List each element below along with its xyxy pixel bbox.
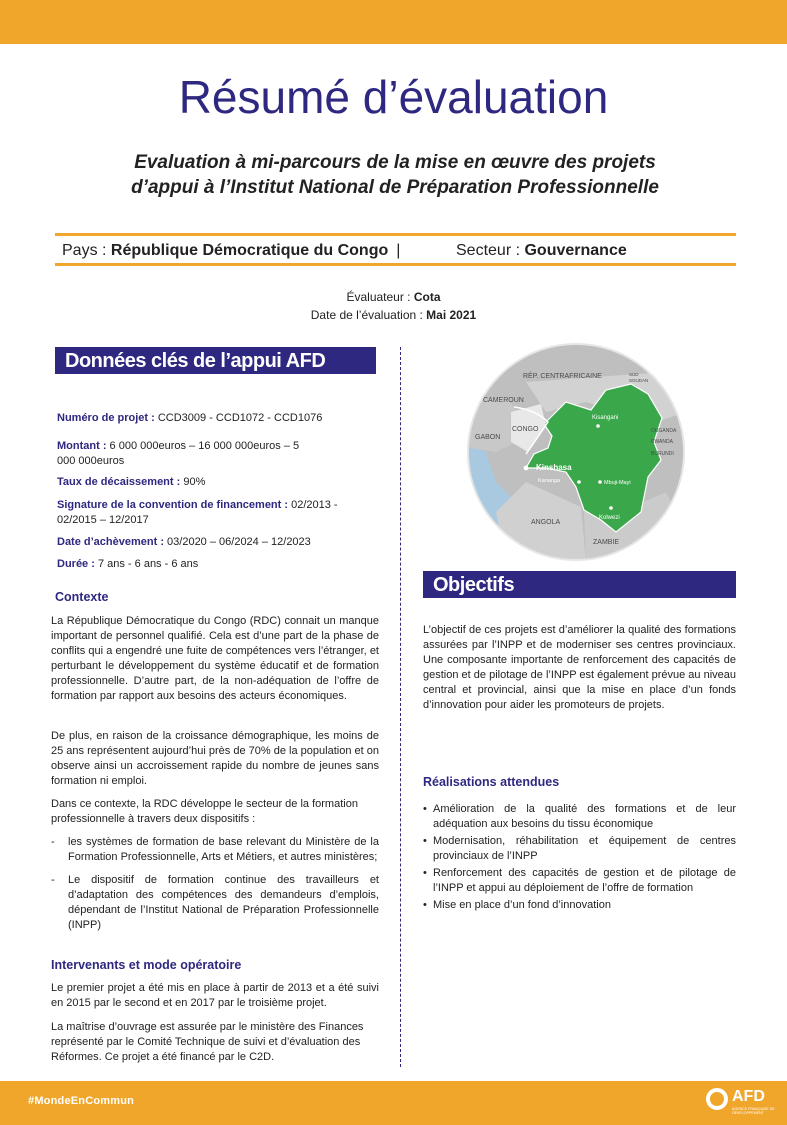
subtitle-line-1: Evaluation à mi-parcours de la mise en œuvre des projets — [134, 152, 656, 173]
evaluation-date-line — [0, 306, 787, 324]
map-label-congo: CONGO — [512, 426, 539, 433]
list-item-text: les systèmes de formation de base relevant du Ministère de la Formation Professionnelle, Arts et Métiers, et autres ministères; — [68, 836, 379, 863]
list-item — [423, 866, 736, 896]
evaluation-date-value: Mai 2021 — [426, 308, 477, 322]
footer-hashtag: #MondeEnCommun — [28, 1095, 135, 1107]
country-label: Pays : — [62, 242, 111, 259]
amount-label: Montant : — [57, 440, 107, 452]
city-dot-kisangani — [596, 424, 600, 428]
sector-label: Secteur : — [456, 242, 525, 259]
completion-date-value: 03/2020 – 06/2024 – 12/2023 — [163, 536, 311, 548]
list-bullet: • — [423, 867, 427, 879]
disbursement-rate — [57, 475, 367, 490]
expected-results-list — [423, 802, 736, 915]
agreement-signature-label: Signature de la convention de financement : — [57, 499, 289, 511]
stakeholders-paragraph-1: Le premier projet a été mis en place à partir de 2013 et a été suivi en 2015 par le second et en 2017 par le troisième projet. — [51, 982, 379, 1009]
list-item — [423, 834, 736, 864]
duration-label: Durée : — [57, 558, 95, 570]
disbursement-rate-label: Taux de décaissement : — [57, 476, 181, 488]
column-divider — [400, 347, 401, 1067]
list-dash: - — [51, 836, 55, 848]
evaluator-value: Cota — [413, 290, 441, 304]
project-number-label: Numéro de projet : — [57, 412, 155, 424]
afd-logo-subtitle: AGENCE FRANÇAISE DE DÉVELOPPEMENT — [732, 1107, 775, 1115]
map-label-mbujimayi: Mbuji-Mayi — [604, 480, 631, 486]
context-list — [51, 835, 379, 941]
map-label-rca: RÉP. CENTRAFRICAINE — [523, 373, 602, 380]
context-paragraph-3: Dans ce contexte, la RDC développe le secteur de la formation professionnelle à travers deux dispositifs : — [51, 798, 358, 825]
duration-value: 7 ans - 6 ans - 6 ans — [94, 558, 199, 570]
list-item-text: Renforcement des capacités de gestion et de pilotage de l’INPP et appui au déploiement de l’offre de formation — [433, 867, 736, 894]
expected-results-heading: Réalisations attendues — [423, 775, 560, 789]
city-dot-kinshasa — [524, 466, 529, 471]
context-heading: Contexte — [55, 590, 109, 604]
list-item-text: Amélioration de la qualité des formations et de leur adéquation aux besoins du tissu économique — [433, 803, 736, 830]
afd-logo-ring-icon — [706, 1088, 728, 1110]
objectives-header-text: Objectifs — [433, 574, 515, 596]
map-label-gabon: GABON — [475, 434, 501, 441]
agreement-signature-value: 02/2013 - 02/2015 – 12/2017 — [57, 499, 338, 526]
evaluation-date-label: Date de l’évaluation : — [310, 308, 427, 322]
project-number — [57, 411, 367, 426]
objectives-paragraph: L’objectif de ces projets est d’améliorer la qualité des formations assurées par l’INPP et de moderniser ses centres provinciaux. Une composante importante de renforcement des capacités de gestion et de pilotage de l’INPP est également prévue au niveau central et provincial, ainsi que la mise en place d’un fonds d’innovation pour aider les promoteurs de projets. — [423, 624, 736, 711]
sector-info — [456, 242, 627, 260]
evaluator-label: Évaluateur : — [346, 290, 414, 304]
map-label-kananga: Kananga — [538, 478, 561, 484]
list-bullet: • — [423, 899, 427, 911]
map-label-kisangani: Kisangani — [592, 415, 619, 421]
key-data-header — [55, 347, 376, 374]
map-label-zambie: ZAMBIE — [593, 539, 620, 546]
list-item — [423, 802, 736, 832]
page-title: Résumé d’évaluation — [178, 71, 609, 123]
stakeholders-paragraph-2: La maîtrise d’ouvrage est assurée par le ministère des Finances représenté par le Comité Technique de suivi et d’évaluation des Réformes. Ce projet a été financé par le C2D. — [51, 1021, 364, 1063]
list-item-text: Le dispositif de formation continue des travailleurs et d’adaptation des compétences des demandeurs d’emplois, dépendant de l’Institut National de Préparation Professionnelle (INPP) — [68, 874, 379, 931]
stakeholders-heading: Intervenants et mode opératoire — [51, 958, 242, 972]
city-dot-kolwezi — [609, 506, 613, 510]
map-label-sud-2: SOUDAN — [629, 378, 649, 383]
list-item — [51, 873, 379, 933]
info-separator: | — [396, 242, 401, 259]
country-sector-row — [55, 233, 736, 266]
map-label-burundi: BURUNDI — [651, 451, 674, 457]
list-dash: - — [51, 874, 55, 886]
list-bullet: • — [423, 803, 427, 815]
amount-value: 6 000 000euros – 16 000 000euros – 5 000 000euros — [57, 440, 300, 467]
objectives-header — [423, 571, 736, 598]
key-data-header-text: Données clés de l’appui AFD — [65, 350, 326, 372]
top-accent-bar — [0, 0, 787, 44]
list-item-text: Modernisation, réhabilitation et équipement de centres provinciaux de l’INPP — [433, 835, 736, 862]
list-item — [423, 898, 736, 913]
sector-value: Gouvernance — [524, 242, 627, 259]
page-subtitle — [60, 150, 730, 200]
project-number-value: CCD3009 - CCD1072 - CCD1076 — [154, 412, 323, 424]
map-label-kinshasa: Kinshasa — [536, 463, 572, 472]
map-label-kolwezi: Kolwezi — [599, 515, 620, 521]
afd-logo-text: AFD — [732, 1088, 765, 1105]
subtitle-line-2: d’appui à l’Institut National de Préparation Professionnelle — [131, 177, 659, 198]
list-item-text: Mise en place d’un fond d’innovation — [433, 899, 611, 911]
disbursement-rate-value: 90% — [180, 476, 206, 488]
drc-map — [466, 342, 686, 562]
map-label-rwanda: RWANDA — [651, 439, 673, 445]
list-item — [51, 835, 379, 865]
footer-bar — [0, 1081, 787, 1125]
duration — [57, 557, 367, 572]
map-label-sud-1: SUD — [629, 372, 639, 377]
agreement-signature — [57, 498, 362, 528]
amount — [57, 439, 319, 469]
map-label-ouganda: OUGANDA — [651, 428, 677, 434]
context-paragraph-2: De plus, en raison de la croissance démographique, les moins de 25 ans représentent aujourd’hui près de 70% de la population et on observe ainsi un accroissement rapide du nombre de jeunes sans formation ni emploi. — [51, 730, 379, 787]
completion-date — [57, 535, 367, 550]
context-paragraph-1: La République Démocratique du Congo (RDC) connait un manque important de personnel qualifié. Cela est d’une part de la phase de conflits qui a engendré une fuite de compétences vers l’étranger, et perturbant le développement du système éducatif et de formation professionnelle. D’autre part, de la non-adéquation de l’offre de formation par rapport aux besoins des acteurs économiques. — [51, 615, 379, 702]
country-info — [62, 242, 400, 260]
completion-date-label: Date d’achèvement : — [57, 536, 164, 548]
evaluation-meta — [0, 288, 787, 324]
city-dot-mbujimayi — [598, 480, 602, 484]
evaluator-line — [0, 288, 787, 306]
list-bullet: • — [423, 835, 427, 847]
map-label-cameroun: CAMEROUN — [483, 397, 524, 404]
afd-logo — [706, 1086, 778, 1120]
city-dot-kananga — [577, 480, 581, 484]
map-label-angola: ANGOLA — [531, 519, 561, 526]
country-value: République Démocratique du Congo — [110, 242, 389, 259]
